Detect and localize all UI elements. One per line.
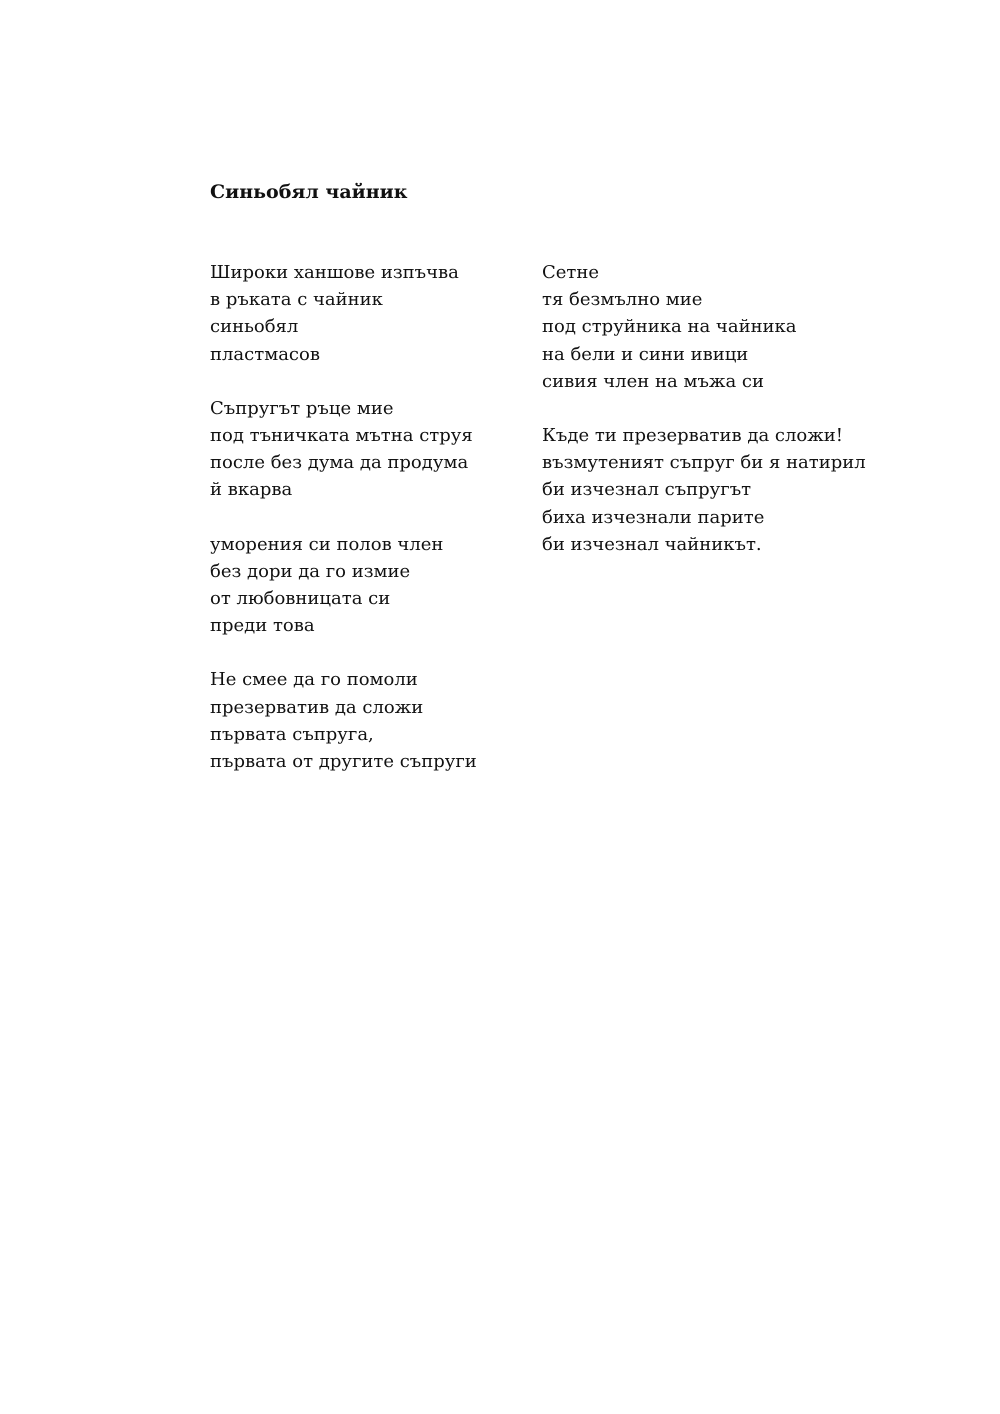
- poem-line: Къде ти презерватив да сложи!: [542, 425, 844, 447]
- poem-line: първата от другите съпруги: [210, 751, 477, 773]
- stanza: [210, 666, 477, 775]
- poem-line: уморения си полов член: [210, 533, 444, 555]
- poem-line: Широки ханшове изпъчва: [210, 262, 459, 283]
- poem-title: Синьобял чайник: [210, 181, 408, 203]
- poem-line: първата съпруга,: [210, 723, 374, 745]
- poem-line: Съпругът ръце мие: [210, 397, 394, 419]
- poem-line: презерватив да сложи: [210, 696, 424, 718]
- poem-line: после без дума да продума: [210, 452, 469, 474]
- poem-line: без дори да го измие: [210, 560, 411, 582]
- stanza: [542, 259, 866, 395]
- poem-line: й вкарва: [210, 479, 293, 501]
- poem-line: би изчезнал съпругът: [542, 479, 752, 501]
- poem-line: тя безмълно мие: [542, 289, 703, 311]
- poem-line: пластмасов: [210, 343, 320, 365]
- stanza: [542, 422, 866, 558]
- stanza: [210, 531, 477, 640]
- poem-line: под тъничката мътна струя: [210, 425, 473, 447]
- stanza: [210, 395, 477, 504]
- poem-column-right: [542, 259, 866, 585]
- poem-column-left: [210, 259, 477, 802]
- poem-line: възмутеният съпруг би я натирил: [542, 452, 866, 474]
- poem-line: на бели и сини ивици: [542, 343, 749, 365]
- poem-line: Сетне: [542, 262, 600, 283]
- poem-line: под струйника на чайника: [542, 316, 797, 338]
- poem-line: от любовницата си: [210, 588, 391, 610]
- poem-line: биха изчезнали парите: [542, 506, 765, 528]
- poem-line: синьобял: [210, 316, 299, 338]
- poem-line: преди това: [210, 615, 315, 637]
- poem-line: Не смее да го помоли: [210, 669, 418, 691]
- poem-line: в ръката с чайник: [210, 289, 383, 311]
- stanza: [210, 259, 477, 368]
- poem-line: би изчезнал чайникът.: [542, 533, 762, 555]
- poem-line: сивия член на мъжа си: [542, 370, 764, 392]
